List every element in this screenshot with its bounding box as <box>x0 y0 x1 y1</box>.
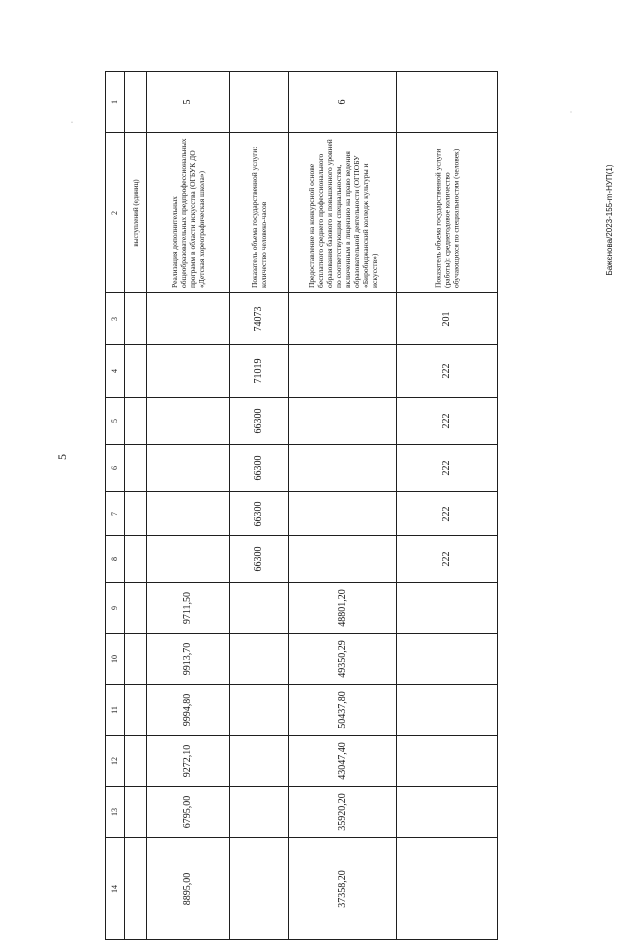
table-column-10 <box>106 634 498 685</box>
row-name: Предоставление на конкурсной основе бесплатного среднего профессионального образования базового и повышенного уровней по соответствующим специальностям, включенным в лицензию на право ведения образовательной деятельности (ОГПОБУ «Биробиджанский колледж культуры и искусств») <box>289 133 397 293</box>
value-cell: 222 <box>397 345 498 398</box>
value-cell <box>147 293 230 345</box>
value-cell <box>230 736 289 787</box>
value-cell: 8895,00 <box>147 838 230 940</box>
continuation-cell <box>125 685 147 736</box>
value-cell: 222 <box>397 536 498 583</box>
column-number: 3 <box>106 293 125 345</box>
continuation-cell: выступлений (единиц) <box>125 133 147 293</box>
value-cell <box>147 398 230 445</box>
scan-mark: · <box>71 120 73 126</box>
data-table <box>105 71 498 908</box>
table-column-5 <box>106 398 498 445</box>
continuation-cell <box>125 445 147 492</box>
column-number: 1 <box>106 72 125 133</box>
continuation-cell <box>125 634 147 685</box>
value-cell <box>230 634 289 685</box>
continuation-cell <box>125 787 147 838</box>
continuation-cell <box>125 398 147 445</box>
column-number: 9 <box>106 583 125 634</box>
column-number: 6 <box>106 445 125 492</box>
value-cell: 37358,20 <box>289 838 397 940</box>
table-column-8 <box>106 536 498 583</box>
value-cell <box>147 492 230 536</box>
value-cell: 48801,20 <box>289 583 397 634</box>
value-cell <box>147 445 230 492</box>
table-column-1 <box>106 72 498 133</box>
continuation-cell <box>125 345 147 398</box>
row-name: Показатель объема государственной услуги (работы): среднегодовое количество обучающихся по специальностям (человек) <box>397 133 498 293</box>
value-cell <box>397 736 498 787</box>
column-number: 8 <box>106 536 125 583</box>
value-cell <box>147 345 230 398</box>
value-cell: 9994,80 <box>147 685 230 736</box>
table-column-11 <box>106 685 498 736</box>
table-column-14 <box>106 838 498 940</box>
column-number: 13 <box>106 787 125 838</box>
continuation-cell <box>125 293 147 345</box>
document-code: Бажєнова/2023-155-m-НУП(1) <box>605 164 614 276</box>
column-number: 2 <box>106 133 125 293</box>
value-cell <box>147 536 230 583</box>
value-cell <box>230 583 289 634</box>
value-cell: 9272,10 <box>147 736 230 787</box>
value-cell: 222 <box>397 492 498 536</box>
data-table-grid <box>105 71 498 940</box>
value-cell: 71019 <box>230 345 289 398</box>
value-cell <box>230 685 289 736</box>
value-cell: 49350,29 <box>289 634 397 685</box>
value-cell <box>397 787 498 838</box>
column-number: 4 <box>106 345 125 398</box>
table-column-9 <box>106 583 498 634</box>
value-cell <box>397 685 498 736</box>
column-number: 12 <box>106 736 125 787</box>
value-cell: 222 <box>397 445 498 492</box>
value-cell <box>289 492 397 536</box>
value-cell <box>397 634 498 685</box>
value-cell <box>289 398 397 445</box>
value-cell: 35920,20 <box>289 787 397 838</box>
row-number <box>397 72 498 133</box>
column-number: 7 <box>106 492 125 536</box>
continuation-cell <box>125 583 147 634</box>
value-cell <box>397 838 498 940</box>
table-column-13 <box>106 787 498 838</box>
value-cell <box>230 787 289 838</box>
value-cell <box>289 293 397 345</box>
continuation-cell <box>125 492 147 536</box>
continuation-cell <box>125 536 147 583</box>
value-cell: 222 <box>397 398 498 445</box>
value-cell: 6795,00 <box>147 787 230 838</box>
value-cell <box>289 445 397 492</box>
continuation-cell <box>125 838 147 940</box>
value-cell: 66300 <box>230 398 289 445</box>
row-number: 5 <box>147 72 230 133</box>
row-name: Показатель объема государственной услуги: количество человеко-часов <box>230 133 289 293</box>
value-cell: 9913,70 <box>147 634 230 685</box>
value-cell <box>397 583 498 634</box>
column-number: 10 <box>106 634 125 685</box>
value-cell: 74073 <box>230 293 289 345</box>
value-cell: 201 <box>397 293 498 345</box>
value-cell <box>289 345 397 398</box>
continuation-cell <box>125 736 147 787</box>
row-name: Реализация дополнительных общеобразовательных предпрофессиональных программ в области искусства (ОГБУК ДО «Детская хореографическая школа») <box>147 133 230 293</box>
scan-mark: ˈ <box>570 112 572 118</box>
value-cell: 66300 <box>230 445 289 492</box>
row-number: 6 <box>289 72 397 133</box>
value-cell: 66300 <box>230 536 289 583</box>
row-number <box>230 72 289 133</box>
value-cell <box>230 838 289 940</box>
value-cell: 50437,80 <box>289 685 397 736</box>
continuation-cell <box>125 72 147 133</box>
table-column-3 <box>106 293 498 345</box>
value-cell <box>289 536 397 583</box>
table-column-7 <box>106 492 498 536</box>
value-cell: 43047,40 <box>289 736 397 787</box>
page-number: 5 <box>55 454 69 460</box>
table-column-2 <box>106 133 498 293</box>
table-column-4 <box>106 345 498 398</box>
value-cell: 9711,50 <box>147 583 230 634</box>
table-column-12 <box>106 736 498 787</box>
column-number: 11 <box>106 685 125 736</box>
column-number: 14 <box>106 838 125 940</box>
value-cell: 66300 <box>230 492 289 536</box>
column-number: 5 <box>106 398 125 445</box>
table-column-6 <box>106 445 498 492</box>
